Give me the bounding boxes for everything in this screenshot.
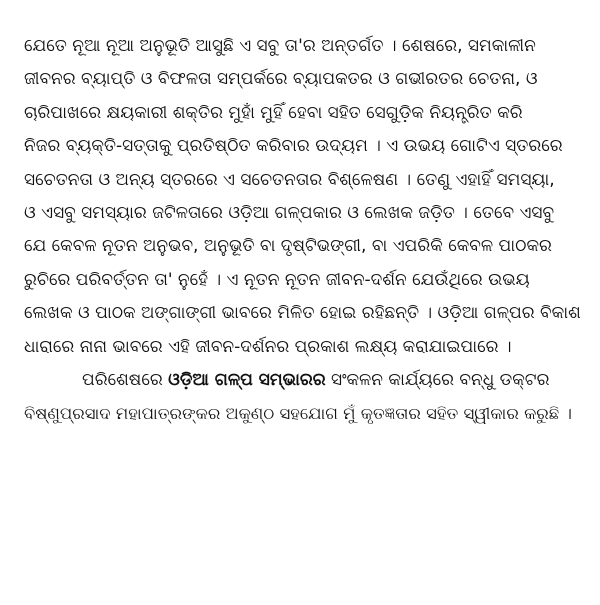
text-line: ଚାରିପାଖରେ କ୍ଷୟକାରୀ ଶକ୍ତିର ମୁହାଁ ମୁହିଁ ହେବା ସହିତ ସେଗୁଡ଼ିକ ନିୟନ୍ତ୍ରିତ କରି [24,102,523,123]
text-line: ଓ ଏସବୁ ସମସ୍ୟାର ଜଟିଳତାରେ ଓଡ଼ିଆ ଗଳ୍ପକାର ଓ ଲେଖକ ଜଡ଼ିତ । ତେବେ ଏସବୁ [24,202,555,223]
paragraph-1 [24,30,584,364]
book-title: ଓଡ଼ିଆ ଗଳ୍ପ ସମ୍ଭାରର [168,369,326,390]
text-line [24,364,584,397]
text-segment: ପରିଶେଷରେ [82,369,169,390]
text-segment: ସଂକଳନ କାର୍ଯ୍ୟରେ ବନ୍ଧୁ ଡକ୍ଟର [325,369,550,390]
text-line: ବିଷ୍ଣୁପ୍ରସାଦ ମହାପାତ୍ରଙ୍କର ଅକୁଣ୍ଠ ସହଯୋଗ ମୁଁ କୃତଜ୍ଞତାର ସହିତ ସ୍ୱୀକାର କରୁଛି । [24,404,572,424]
text-line: ଧାରାରେ ନାନା ଭାବରେ ଏହି ଜୀବନ-ଦର୍ଶନର ପ୍ରକାଶ ଲକ୍ଷ୍ୟ କରାଯାଇପାରେ । [24,336,512,357]
text-line: ଯେତେ ନୂଆ ନୂଆ ଅନୁଭୂତି ଆସୁଛି ଏ ସବୁ ତା'ର ଅନ୍ତର୍ଗତ । ଶେଷରେ, ସମକାଳୀନ [24,36,536,56]
document-page [24,30,584,431]
text-line: ଜୀବନର ବ୍ୟାପ୍ତି ଓ ବିଫଳତା ସମ୍ପର୍କରେ ବ୍ୟାପକତର ଓ ଗଭୀରତର ଚେତନା, ଓ [24,69,538,90]
text-line: ନିଜର ବ୍ୟକ୍ତି-ସତ୍ତାକୁ ପ୍ରତିଷ୍ଠିତ କରିବାର ଉଦ୍ୟମ । ଏ ଉଭୟ ଗୋଟିଏ ସ୍ତରରେ [24,136,563,157]
text-line: ଲେଖକ ଓ ପାଠକ ଅଙ୍ଗାଙ୍ଗୀ ଭାବରେ ମିଳିତ ହୋଇ ରହିଛନ୍ତି । ଓଡ଼ିଆ ଗଳ୍ପର ବିକାଶ [24,303,581,324]
paragraph-2 [24,364,584,431]
text-line: ସଚେତନତା ଓ ଅନ୍ୟ ସ୍ତରରେ ଏ ସଚେତନତାର ବିଶ୍ଳେଷଣ । ତେଣୁ ଏହାହିଁ ସମସ୍ୟା, [24,169,555,190]
text-line: ରୁଚିରେ ପରିବର୍ତ୍ତନ ତା' ନୁହେଁ । ଏ ନୂତନ ନୂତନ ଜୀବନ-ଦର୍ଶନ ଯେଉଁଥିରେ ଉଭୟ [24,269,530,290]
text-line: ଯେ କେବଳ ନୂତନ ଅନୁଭବ, ଅନୁଭୂତି ବା ଦୃଷ୍ଟିଭଙ୍ଗୀ, ବା ଏପରିକି କେବଳ ପାଠକର [24,236,552,257]
